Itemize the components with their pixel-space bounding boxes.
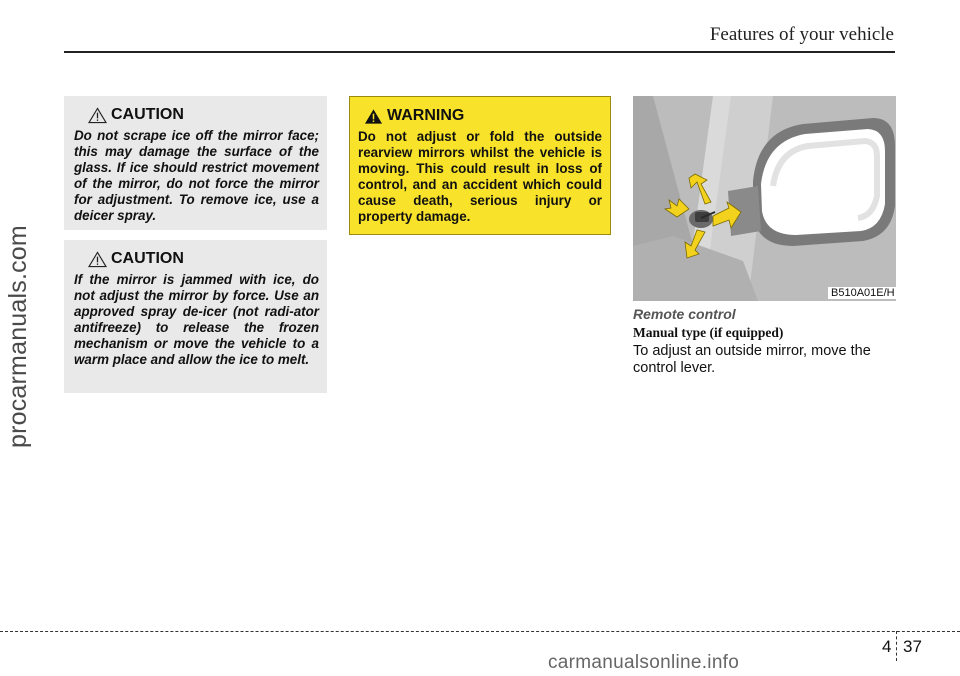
- warning-triangle-icon: [364, 108, 383, 125]
- warning-title: WARNING: [387, 107, 465, 124]
- warning-box: [349, 96, 611, 235]
- caution-triangle-icon: [88, 251, 107, 268]
- page-number: 37: [903, 637, 922, 656]
- caution-title: CAUTION: [111, 106, 184, 123]
- section-heading: Remote control: [633, 306, 736, 322]
- caution-heading: [88, 248, 319, 270]
- section-subheading: Manual type (if equipped): [633, 325, 784, 340]
- header-rule: [64, 51, 895, 53]
- warning-text: Do not adjust or fold the outside rearview mirrors whilst the vehicle is moving. This could result in loss of control, and an accident which could cause death, serious injury or property damage.: [358, 129, 602, 224]
- page-header-title: Features of your vehicle: [709, 24, 894, 45]
- footer-rule: [0, 631, 960, 632]
- page-separator: [896, 631, 897, 661]
- caution-box-ice-scrape: [64, 96, 327, 230]
- mirror-control-illustration: [633, 96, 896, 301]
- bottom-watermark: carmanualsonline.info: [548, 652, 740, 673]
- caution-heading: [88, 104, 319, 126]
- caution-title: CAUTION: [111, 250, 184, 267]
- body-paragraph: To adjust an outside mirror, move the control lever.: [633, 343, 871, 376]
- section-number: 4: [882, 637, 892, 656]
- warning-heading: [364, 105, 602, 127]
- figure-code: B510A01E/H: [828, 287, 898, 299]
- side-watermark: procarmanuals.com: [4, 225, 32, 448]
- caution-box-jammed-mirror: [64, 240, 327, 393]
- caution-triangle-icon: [88, 107, 107, 124]
- caution-text: Do not scrape ice off the mirror face; this may damage the surface of the glass. If ice should restrict movement of the mirror, do not force the mirror for adjustment. To remove ice, use a deicer spray.: [74, 128, 319, 223]
- caution-text: If the mirror is jammed with ice, do not adjust the mirror by force. Use an approved spray de-icer (not radi-ator antifreeze) to release the frozen mechanism or move the vehicle to a warm place and allow the ice to melt.: [74, 272, 319, 367]
